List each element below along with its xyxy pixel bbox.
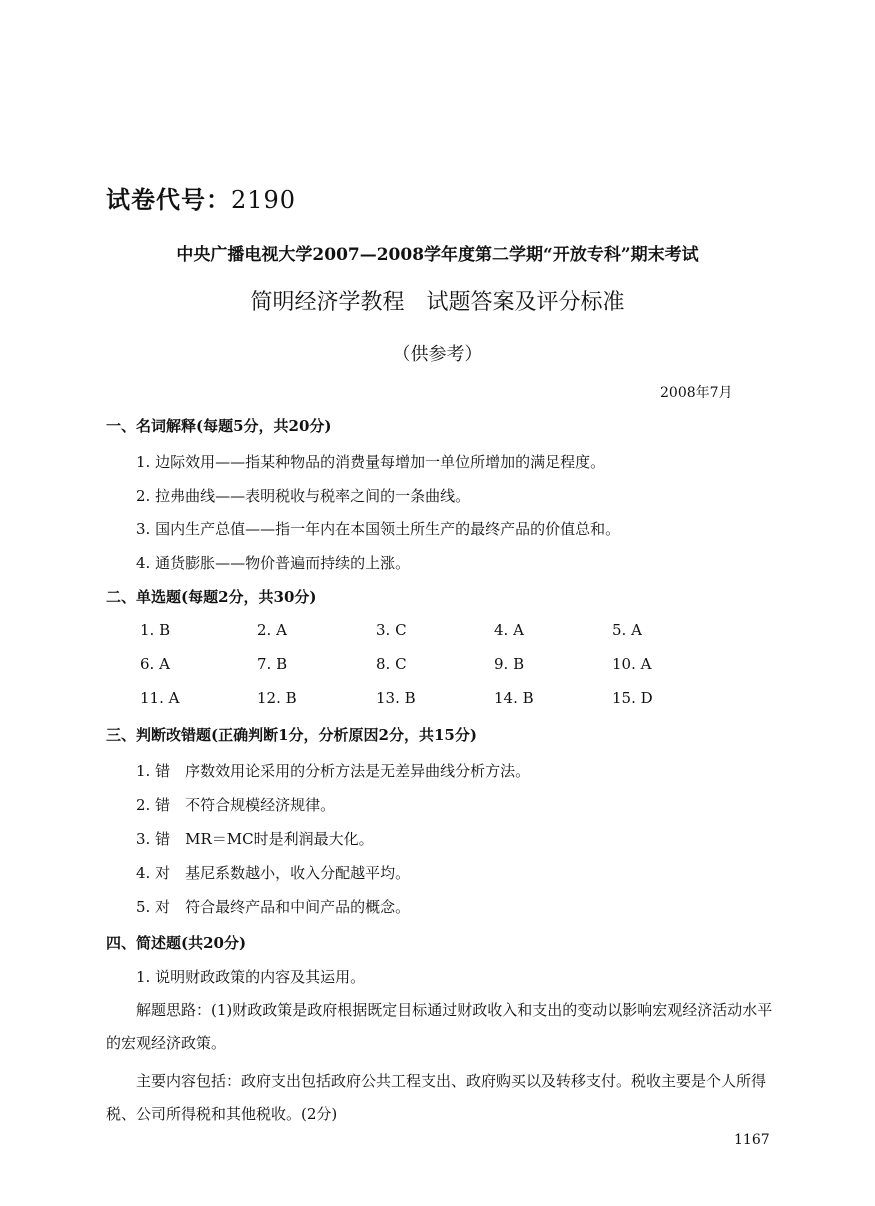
section-3-item: 3. 错 MR＝MC时是利润最大化。: [136, 830, 374, 848]
answer-cell: 1. B: [140, 621, 171, 639]
answer-cell: 9. B: [494, 655, 525, 673]
section-1-title: 一、名词解释(每题5分，共20分): [106, 417, 332, 435]
exam-date: 2008年7月: [660, 385, 733, 401]
answer-paragraph: 解题思路：(1)财政政策是政府根据既定目标通过财政收入和支出的变动以影响宏观经济活动水平的宏观经济政策。: [106, 1001, 773, 1052]
answer-cell: 2. A: [257, 621, 287, 639]
answer-cell: 4. A: [494, 621, 524, 639]
answer-cell: 12. B: [257, 689, 297, 707]
section-4-title: 四、简述题(共20分): [106, 934, 247, 952]
section-3-item: 4. 对 基尼系数越小，收入分配越平均。: [136, 864, 411, 882]
answer-cell: 14. B: [494, 689, 534, 707]
answer-cell: 15. D: [612, 689, 653, 707]
exam-title: 中央广播电视大学2007—2008学年度第二学期“开放专科”期末考试: [176, 245, 699, 265]
answer-grid: [140, 621, 740, 707]
section-3-item: 2. 错 不符合规模经济规律。: [136, 796, 336, 814]
page-number: 1167: [734, 1132, 770, 1148]
section-1-item: 4. 通货膨胀——物价普遍而持续的上涨。: [136, 554, 411, 572]
section-1-item: 2. 拉弗曲线——表明税收与税率之间的一条曲线。: [136, 487, 471, 505]
section-4-question: 1. 说明财政政策的内容及其运用。: [136, 968, 366, 986]
exam-code: [106, 180, 296, 215]
answer-cell: 6. A: [140, 655, 170, 673]
answer-cell: 5. A: [612, 621, 642, 639]
exam-code-number: 2190: [231, 186, 297, 214]
answer-cell: 8. C: [376, 655, 407, 673]
section-1-item: 3. 国内生产总值——指一年内在本国领土所生产的最终产品的价值总和。: [136, 520, 621, 538]
answer-cell: 7. B: [257, 655, 288, 673]
section-3-item: 5. 对 符合最终产品和中间产品的概念。: [136, 898, 411, 916]
section-3-item: 1. 错 序数效用论采用的分析方法是无差异曲线分析方法。: [136, 762, 531, 780]
answer-cell: 3. C: [376, 621, 407, 639]
answer-cell: 10. A: [612, 655, 652, 673]
exam-code-label: 试卷代号：: [106, 185, 231, 214]
reference-note: （供参考）: [392, 344, 483, 365]
section-2-title: 二、单选题(每题2分，共30分): [106, 588, 317, 606]
answer-cell: 13. B: [376, 689, 416, 707]
section-1-item: 1. 边际效用——指某种物品的消费量每增加一单位所增加的满足程度。: [136, 453, 606, 471]
answer-paragraph: 主要内容包括：政府支出包括政府公共工程支出、政府购买以及转移支付。税收主要是个人所得税、公司所得税和其他税收。(2分): [106, 1072, 767, 1123]
answer-cell: 11. A: [140, 689, 180, 707]
section-3-title: 三、判断改错题(正确判断1分，分析原因2分，共15分): [106, 726, 477, 744]
exam-subtitle: 简明经济学教程 试题答案及评分标准: [250, 290, 625, 315]
